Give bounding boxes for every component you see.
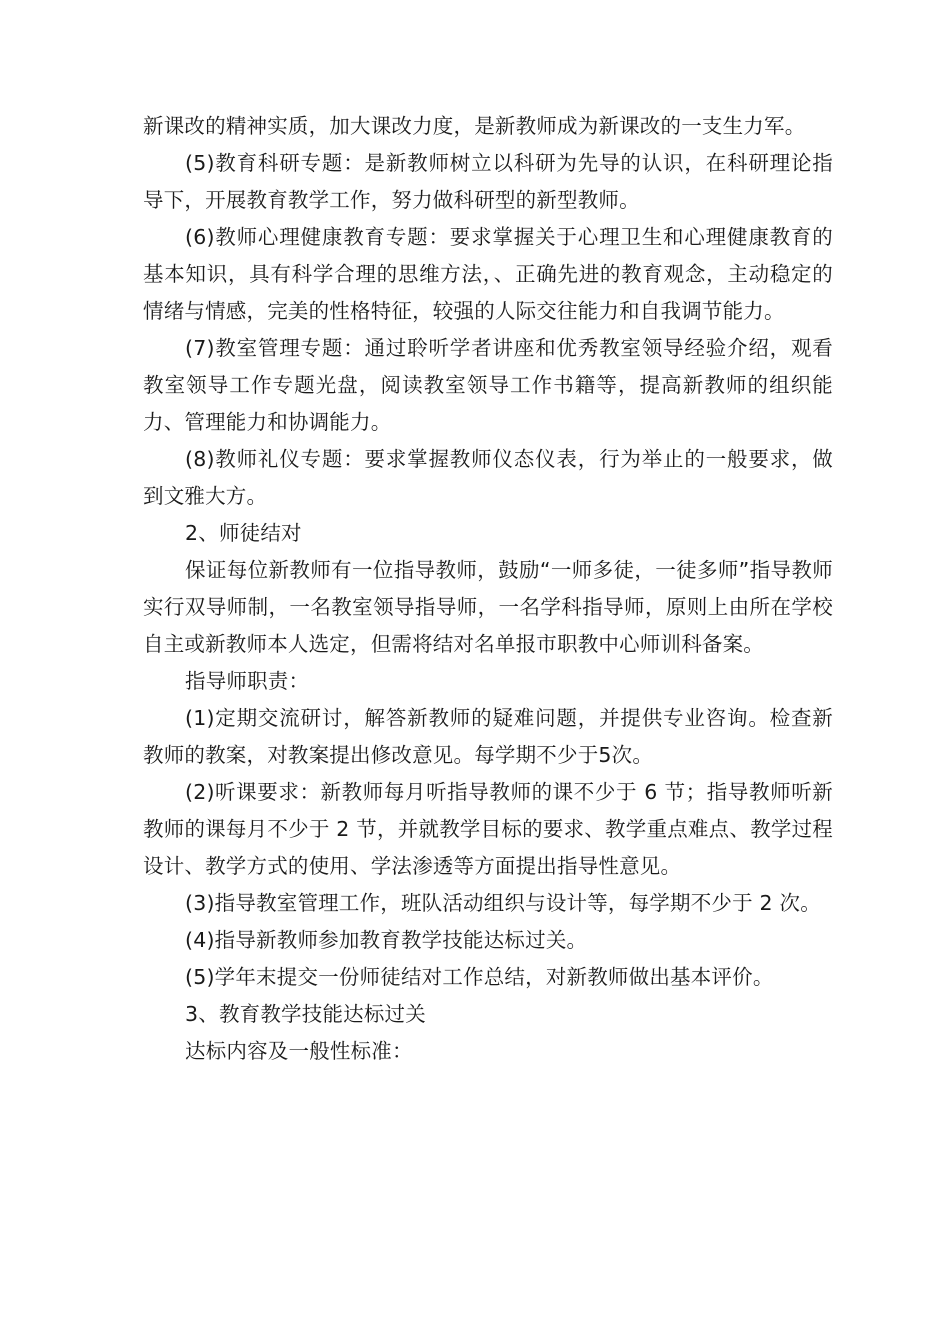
paragraph-1: 新课改的精神实质，加大课改力度，是新教师成为新课改的一支生力军。	[143, 114, 806, 138]
paragraph-4: (7)教室管理专题：通过聆听学者讲座和优秀教室领导经验介绍，观看教室领导工作专题光盘，阅读教室领导工作书籍等，提高新教师的组织能力、管理能力和协调能力。	[143, 336, 833, 434]
paragraph-9: (1)定期交流研讨，解答新教师的疑难问题，并提供专业咨询。检查新教师的教案，对教案提出修改意见。每学期不少于5次。	[143, 706, 833, 767]
section-heading-skills: 3、教育教学技能达标过关	[185, 1002, 426, 1026]
paragraph-3: (6)教师心理健康教育专题：要求掌握关于心理卫生和心理健康教育的基本知识，具有科学合理的思维方法，、正确先进的教育观念，主动稳定的情绪与情感，完美的性格特征，较强的人际交往能力和自我调节能力。	[143, 225, 833, 323]
document-page	[143, 108, 833, 1070]
paragraph-2: (5)教育科研专题：是新教师树立以科研为先导的认识，在科研理论指导下，开展教育教学工作，努力做科研型的新型教师。	[143, 151, 833, 212]
paragraph-11: (3)指导教室管理工作，班队活动组织与设计等，每学期不少于 2 次。	[185, 891, 821, 915]
paragraph-13: (5)学年末提交一份师徒结对工作总结，对新教师做出基本评价。	[185, 965, 774, 989]
paragraph-12: (4)指导新教师参加教育教学技能达标过关。	[185, 928, 588, 952]
subheading-mentor-duties: 指导师职责：	[185, 669, 310, 693]
section-heading-mentoring: 2、师徒结对	[185, 521, 302, 545]
subheading-standards: 达标内容及一般性标准：	[185, 1039, 413, 1063]
paragraph-7: 保证每位新教师有一位指导教师，鼓励“一师多徒，一徒多师”指导教师实行双导师制，一名教室领导指导师，一名学科指导师，原则上由所在学校自主或新教师本人选定，但需将结对名单报市职教中心师训科备案。	[143, 558, 833, 656]
paragraph-10: (2)听课要求：新教师每月听指导教师的课不少于 6 节；指导教师听新教师的课每月不少于 2 节，并就教学目标的要求、教学重点难点、教学过程设计、教学方式的使用、学法渗透等方面提出指导性意见。	[143, 780, 833, 878]
paragraph-5: (8)教师礼仪专题：要求掌握教师仪态仪表，行为举止的一般要求，做到文雅大方。	[143, 447, 833, 508]
